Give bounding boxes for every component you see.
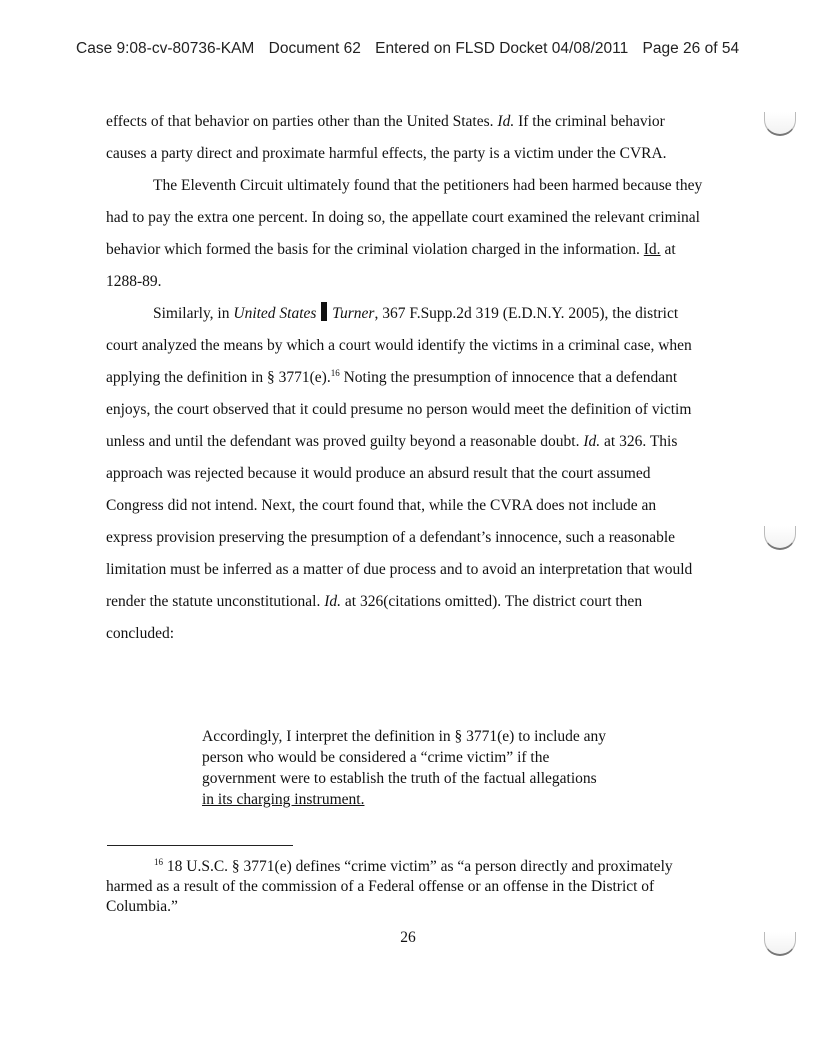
document-number: Document 62 [268, 40, 361, 57]
binder-hole [764, 526, 796, 550]
citation-id: Id. [583, 433, 601, 450]
case-name-2: Turner [332, 305, 375, 322]
citation-id: Id. [324, 593, 342, 610]
footnote-number: 16 [154, 857, 163, 867]
paragraph-1: effects of that behavior on parties other than the United States. Id. If the criminal behavior causes a party direct and proximate harmful effects, the party is a victim under the CVRA. [106, 113, 667, 162]
footnote-divider [107, 845, 293, 846]
page-indicator: Page 26 of 54 [642, 40, 740, 57]
case-number: Case 9:08-cv-80736-KAM [76, 40, 255, 57]
block-quote: Accordingly, I interpret the definition in § 3771(e) to include any person who would be considered a “crime victim” if the government were to establish the truth of the factual allegations in its charging instrument. [202, 728, 607, 808]
binder-hole [764, 932, 796, 956]
document-body [106, 106, 706, 650]
docket-header [76, 40, 756, 58]
quote-underlined: in its charging instrument. [202, 791, 365, 808]
case-name: United States [233, 305, 317, 322]
paragraph-2: The Eleventh Circuit ultimately found that the petitioners had been harmed because they had to pay the extra one percent. In doing so, the appellate court examined the relevant criminal behavior which formed the basis for the criminal violation charged in the information. Id. at 1288-89. [106, 177, 703, 290]
page-number: 26 [400, 929, 416, 946]
paragraph-3: Similarly, in United States Turner, 367 F.Supp.2d 319 (E.D.N.Y. 2005), the district court analyzed the means by which a court would identify the victims in a criminal case, when applying the definition in § 3771(e).$^{16}$ Noting the presumption of innocence that a defendant enjoys, the court observed that it could presume no person would meet the definition of victim unless and until the defendant was proved guilty beyond a reasonable doubt. Id. at 326. This approach was rejected because it would produce an absurd result that the court assumed Congress did not intend. Next, the court found that, while the CVRA does not include an express provision preserving the presumption of a defendant’s innocence, such a reasonable limitation must be inferred as a matter of due process and to avoid an interpretation that would render the statute unconstitutional. Id. at 326(citations omitted). The district court then concluded: [106, 298, 706, 650]
citation-id: Id. [497, 113, 515, 130]
binder-hole [764, 112, 796, 136]
footnote-ref: 16 [330, 368, 340, 378]
footnote: $^{16}$ 18 U.S.C. § 3771(e) defines “crime victim” as “a person directly and proximately harmed as a result of the commission of a Federal offense or an offense in the District of Columbia.” [106, 857, 673, 915]
redaction-mark [321, 302, 327, 321]
docket-entry: Entered on FLSD Docket 04/08/2011 [375, 40, 629, 57]
citation-id: Id. [643, 241, 661, 258]
